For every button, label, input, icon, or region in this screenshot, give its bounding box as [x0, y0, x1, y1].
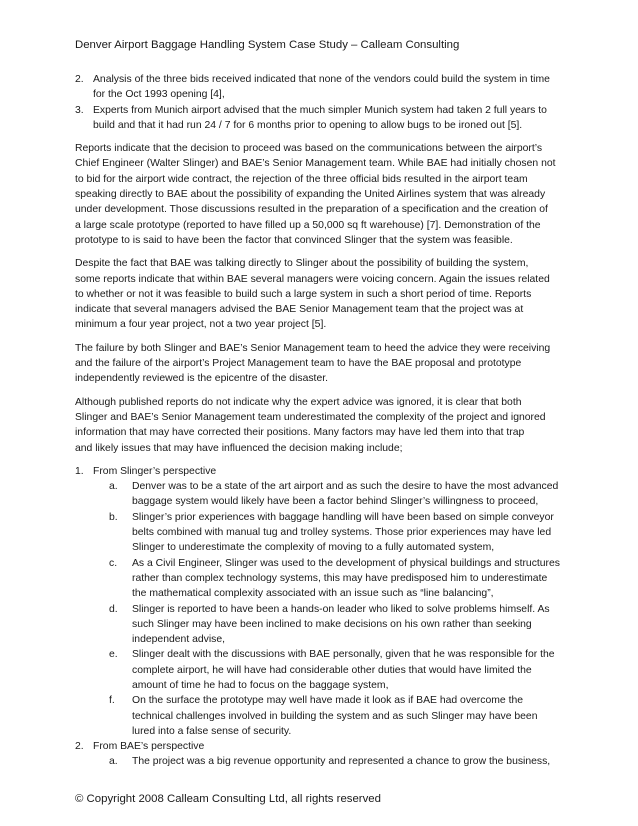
sub-text: independent advise, — [132, 634, 226, 646]
paragraph-line: independently reviewed is the epicentre of the disaster. — [75, 373, 328, 385]
paragraph-line: to whether or not it was feasible to build such a large system in such a short period of time. Reports — [75, 288, 532, 300]
paragraph-line: a large scale prototype (reported to have filled up a 50,000 sq ft warehouse) [7]. Demonstration of the — [75, 219, 541, 231]
sub-list-item — [75, 556, 567, 602]
paragraph-line: Despite the fact that BAE was talking directly to Slinger about the possibility of building the system, — [75, 258, 529, 270]
sub-list-item — [75, 693, 567, 739]
paragraph-line: prototype to is said to have been the factor that convinced Slinger that the system was feasible. — [75, 234, 513, 246]
sub-letter: b. — [109, 511, 118, 523]
sub-letter: e. — [109, 649, 118, 661]
list-number: 2. — [75, 741, 84, 753]
sub-text: Slinger to underestimate the complexity of moving to a fully automated system, — [132, 542, 495, 554]
list-number: 1. — [75, 465, 84, 477]
sub-text: Slinger dealt with the discussions with BAE personally, given that he was responsible for the — [132, 649, 555, 661]
sub-text: baggage system would likely have been a factor behind Slinger’s willingness to proceed, — [132, 496, 539, 508]
paragraph-line: indicate that several managers advised the BAE Senior Management team that the project was at — [75, 304, 524, 316]
perspective-heading — [75, 739, 567, 754]
sub-text: rather than complex technology systems, this may have predisposed him to underestimate — [132, 572, 548, 584]
paragraph — [75, 341, 567, 387]
sub-letter: d. — [109, 603, 118, 615]
sub-text: the mathematical complexity associated with an issue such as “line balancing”, — [132, 588, 494, 600]
page-footer: © Copyright 2008 Calleam Consulting Ltd, all rights reserved — [75, 793, 381, 805]
sub-text: complete airport, he will have had considerable other duties that would have limited the — [132, 664, 532, 676]
sub-list-item — [75, 479, 567, 510]
paragraph-line: to bid for the airport wide contract, the rejection of the three official bids resulted in the airport team — [75, 173, 528, 185]
list-number: 2. — [75, 74, 84, 85]
sub-text: amount of time he had to focus on the baggage system, — [132, 679, 389, 691]
sub-letter: c. — [109, 557, 118, 569]
document-body — [75, 72, 567, 770]
paragraph-line: Reports indicate that the decision to proceed was based on the communications between the airport’s — [75, 143, 543, 155]
paragraph-line: Chief Engineer (Walter Slinger) and BAE’s Senior Management team. While BAE had initially chosen not — [75, 158, 556, 170]
paragraph-line: under development. Those discussions resulted in the preparation of a specification and the creation of — [75, 204, 548, 216]
sub-letter: a. — [109, 756, 118, 768]
numbered-list-top — [75, 72, 567, 133]
sub-list-item — [75, 647, 567, 693]
sub-text: The project was a big revenue opportunity and represented a chance to grow the business, — [132, 756, 551, 768]
paragraph-line: and likely issues that may have influenced the decision making include; — [75, 442, 403, 454]
paragraph-line: some reports indicate that within BAE several managers were voicing concern. Again the issues related — [75, 273, 550, 285]
list-number: 3. — [75, 104, 84, 116]
paragraph-line: minimum a four year project, not a two year project [5]. — [75, 319, 327, 331]
perspectives-list — [75, 464, 567, 770]
sub-list-item — [75, 754, 567, 769]
list-item — [75, 103, 567, 134]
sub-text: On the surface the prototype may well have made it look as if BAE had overcome the — [132, 695, 524, 707]
paragraph-line: and the failure of the airport’s Project Management team to have the BAE proposal and prototype — [75, 358, 522, 370]
sub-letter: a. — [109, 481, 118, 493]
paragraph-line: Slinger and BAE’s Senior Management team underestimated the complexity of the project and ignored — [75, 411, 546, 423]
page-header: Denver Airport Baggage Handling System Case Study – Calleam Consulting — [75, 39, 460, 51]
paragraph — [75, 256, 567, 332]
list-item — [75, 72, 567, 103]
paragraph-line: The failure by both Slinger and BAE’s Senior Management team to heed the advice they were receiving — [75, 342, 551, 354]
list-text: for the Oct 1993 opening [4], — [93, 89, 225, 101]
paragraph — [75, 141, 567, 248]
sub-text: belts combined with manual tug and trolley systems. Those prior experiences may have led — [132, 527, 552, 539]
list-text: build and that it had run 24 / 7 for 6 months prior to opening to allow bugs to be ironed out [5]. — [93, 119, 523, 131]
list-text: Experts from Munich airport advised that the much simpler Munich system had taken 2 full years to — [93, 104, 547, 116]
paragraph — [75, 395, 567, 456]
paragraph-line: information that may have corrected their positions. Many factors may have led them into that trap — [75, 427, 525, 439]
sub-text: technical challenges involved in building the system and as such Slinger may have been — [132, 710, 538, 722]
sub-text: such Slinger may have been inclined to make decisions on his own rather than seeking — [132, 618, 532, 630]
sub-text: lured into a false sense of security. — [132, 725, 292, 737]
sub-text: Slinger’s prior experiences with baggage handling will have been based on simple conveyor — [132, 511, 554, 523]
paragraph-line: Although published reports do not indicate why the expert advice was ignored, it is clear that both — [75, 396, 522, 408]
perspective-heading — [75, 464, 567, 479]
perspective-label: From BAE’s perspective — [93, 741, 205, 753]
sub-letter: f. — [109, 695, 115, 707]
sub-text: Denver was to be a state of the art airport and as such the desire to have the most advanced — [132, 481, 559, 493]
sub-text: Slinger is reported to have been a hands-on leader who liked to solve problems himself. As — [132, 603, 550, 615]
sub-text: As a Civil Engineer, Slinger was used to the development of physical buildings and structures — [132, 557, 560, 569]
sub-list-item — [75, 602, 567, 648]
list-text: Analysis of the three bids received indicated that none of the vendors could build the system in time — [93, 74, 550, 85]
perspective-label: From Slinger’s perspective — [93, 465, 217, 477]
paragraph-line: speaking directly to BAE about the possibility of expanding the United Airlines system that was already — [75, 189, 546, 201]
sub-list-item — [75, 510, 567, 556]
